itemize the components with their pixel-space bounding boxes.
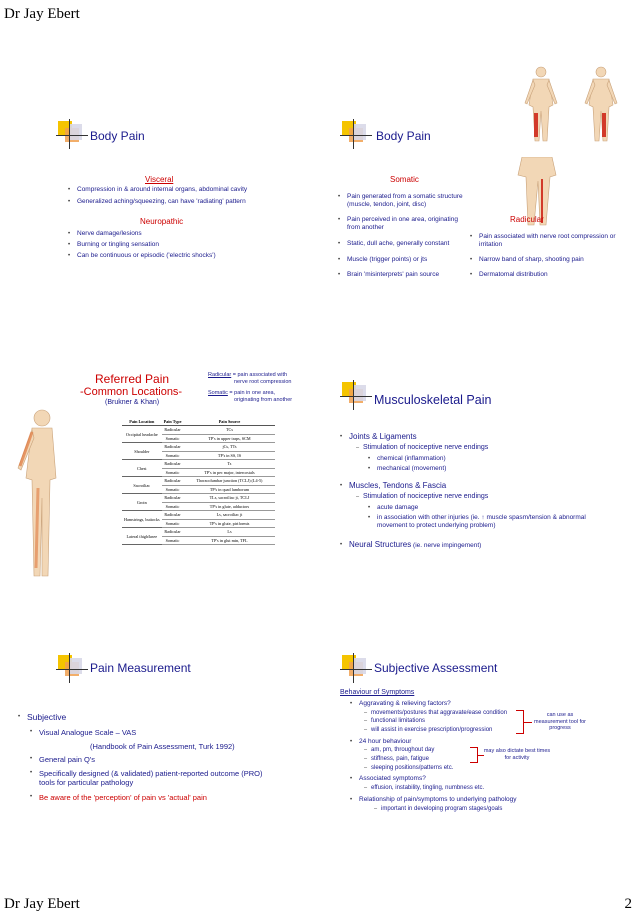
slide-source: (Brukner & Khan) [105, 399, 160, 406]
neuropathic-item-3: • Can be continuous or episodic ('electric shocks') [68, 252, 308, 260]
visceral-item-1: • Compression in & around internal organs, abdominal cavity [68, 186, 308, 194]
table-header-location: Pain Location [122, 418, 162, 426]
somatic-item-3: • Static, dull ache, generally constant [338, 240, 468, 248]
table-row: Somatic TP's in glut min, TFL [122, 536, 275, 545]
table-header-source: Pain Source [183, 418, 275, 426]
joints-heading: • Joints & Ligaments [340, 432, 620, 442]
somatic-item-4: • Muscle (trigger points) or jts [338, 256, 468, 264]
referred-pain-body-icon [12, 408, 72, 578]
page-number: 2 [624, 896, 632, 912]
table-row: Shoulder Radicular jCs, TTs [122, 443, 275, 452]
neuropathic-item-2: • Burning or tingling sensation [68, 241, 308, 249]
table-row: Groin Radicular TLs, sacroiliac jt, TCLJ [122, 494, 275, 503]
table-row: Somatic TP's in glute, adductors [122, 502, 275, 511]
slide-body-pain-1 [10, 105, 310, 325]
table-row: Chest Radicular Ts [122, 460, 275, 469]
slide-title: Musculoskeletal Pain [374, 393, 492, 407]
slide-body-pain-2 [334, 105, 634, 325]
table-header-type: Pain Type [163, 419, 182, 424]
aggravating-item-3: – will assist in exercise prescription/progression [364, 727, 534, 735]
somatic-item-2: • Pain perceived in one area, originating from another [338, 216, 468, 232]
joints-item-1: • chemical (inflammation) [368, 455, 608, 463]
general-item: • General pain Q's [30, 755, 280, 764]
slide-title: Referred Pain [95, 372, 170, 386]
table-row: Somatic TP's in quad lumborum [122, 485, 275, 494]
table-row: Somatic TP's in upper traps, SCM [122, 434, 275, 443]
table-row: Somatic TP's in pec major, intercostals [122, 468, 275, 477]
aggravating-note: can use as measurement tool for progress [534, 712, 586, 731]
neural-heading: • Neural Structures (ie. nerve impingement) [340, 540, 620, 551]
slide-title: Body Pain [90, 129, 145, 143]
associated-heading: • Associated symptoms? [350, 775, 550, 783]
radicular-item-3: • Dermatomal distribution [470, 271, 620, 279]
body-figures-icon [509, 65, 638, 145]
aggravating-item-2: – functional limitations [364, 718, 534, 726]
somatic-heading: Somatic [390, 175, 419, 184]
page-header: Dr Jay Ebert [4, 6, 80, 22]
title-decoration-icon [342, 382, 368, 408]
title-decoration-icon [342, 655, 368, 681]
vas-reference: (Handbook of Pain Assessment, Turk 1992) [90, 742, 235, 751]
aggravating-heading: • Aggravating & relieving factors? [350, 700, 550, 708]
radicular-item-2: • Narrow band of sharp, shooting pain [470, 256, 620, 264]
aggravating-bracket [516, 710, 524, 734]
relationship-heading: • Relationship of pain/symptoms to underlying pathology [350, 796, 590, 804]
radicular-heading: Radicular [510, 215, 544, 224]
table-row: Lateral thigh/knee Radicular Ls [122, 528, 275, 537]
somatic-item-1: • Pain generated from a somatic structure (muscle, tendon, joint, disc) [338, 193, 468, 209]
visceral-item-2: • Generalized aching/squeezing, can have 'radiating' pattern [68, 198, 308, 206]
referred-pain-table [122, 418, 275, 545]
slide-title: Pain Measurement [90, 661, 191, 675]
somatic-definition: Somatic = pain in one area, originating from another [208, 390, 293, 403]
relationship-item-1: – important in developing program stages/goals [374, 806, 574, 814]
hour24-heading: • 24 hour behaviour [350, 738, 550, 746]
table-row: Somatic TP's in SS, IS [122, 451, 275, 460]
muscles-sub: – Stimulation of nociceptive nerve endings [356, 493, 616, 501]
muscles-heading: • Muscles, Tendons & Fascia [340, 481, 620, 491]
hour24-item-2: – stiffness, pain, fatigue [364, 756, 514, 764]
subjective-heading: • Subjective [18, 712, 278, 722]
slide-referred-pain [10, 360, 310, 580]
somatic-item-5: • Brain 'misinterprets' pain source [338, 271, 468, 279]
hour24-item-3: – sleeping positions/patterns etc. [364, 765, 514, 773]
vas-item: • Visual Analogue Scale – VAS [30, 728, 280, 737]
hour24-note: may also dictate best times for activity [483, 748, 551, 761]
hour24-item-1: – am, pm, throughout day [364, 747, 514, 755]
visceral-heading: Visceral [145, 175, 174, 184]
joints-sub: – Stimulation of nociceptive nerve endings [356, 444, 616, 452]
neuropathic-heading: Neuropathic [140, 217, 184, 226]
page-footer: Dr Jay Ebert [4, 896, 80, 912]
slide-subjective-assessment [334, 645, 634, 865]
radicular-item-1: • Pain associated with nerve root compression or irritation [470, 233, 620, 249]
title-decoration-icon [58, 655, 84, 681]
slide-title: Body Pain [376, 129, 431, 143]
title-decoration-icon [342, 121, 368, 147]
aggravating-item-1: – movements/postures that aggravate/ease condition [364, 710, 534, 718]
joints-item-2: • mechanical (movement) [368, 465, 608, 473]
radicular-definition: Radicular = pain associated with nerve root compression [208, 372, 292, 385]
title-decoration-icon [58, 121, 84, 147]
table-row: Somatic TP's in glute, piriformis [122, 519, 275, 528]
muscles-item-2: • in association with other injuries (ie. ↑ muscle spasm/tension & abnormal movement to protect underlying problem) [368, 514, 598, 530]
slide-pain-measurement [10, 645, 310, 865]
muscles-item-1: • acute damage [368, 504, 608, 512]
associated-item-1: – effusion, instability, tingling, numbness etc. [364, 785, 564, 793]
neuropathic-item-1: • Nerve damage/lesions [68, 230, 308, 238]
table-row: Hamstrings, buttocks Radicular Ls, sacroiliac jt [122, 511, 275, 520]
table-row: Sacroiliac Radicular Thoracolumbar junction (TCLJ) (L4-5) [122, 477, 275, 486]
slide-musculoskeletal-pain [334, 360, 634, 580]
slide-title: Subjective Assessment [374, 661, 498, 675]
behaviour-heading: Behaviour of Symptoms [340, 689, 415, 696]
slide-subtitle: -Common Locations- [80, 386, 183, 398]
table-row: Occipital headache Radicular TCs [122, 426, 275, 435]
hour24-bracket [470, 747, 478, 763]
specific-item: • Specifically designed (& validated) patient-reported outcome (PRO) tools for particular pathology [30, 769, 280, 787]
awareness-item: • Be aware of the 'perception' of pain vs 'actual' pain [30, 793, 300, 802]
